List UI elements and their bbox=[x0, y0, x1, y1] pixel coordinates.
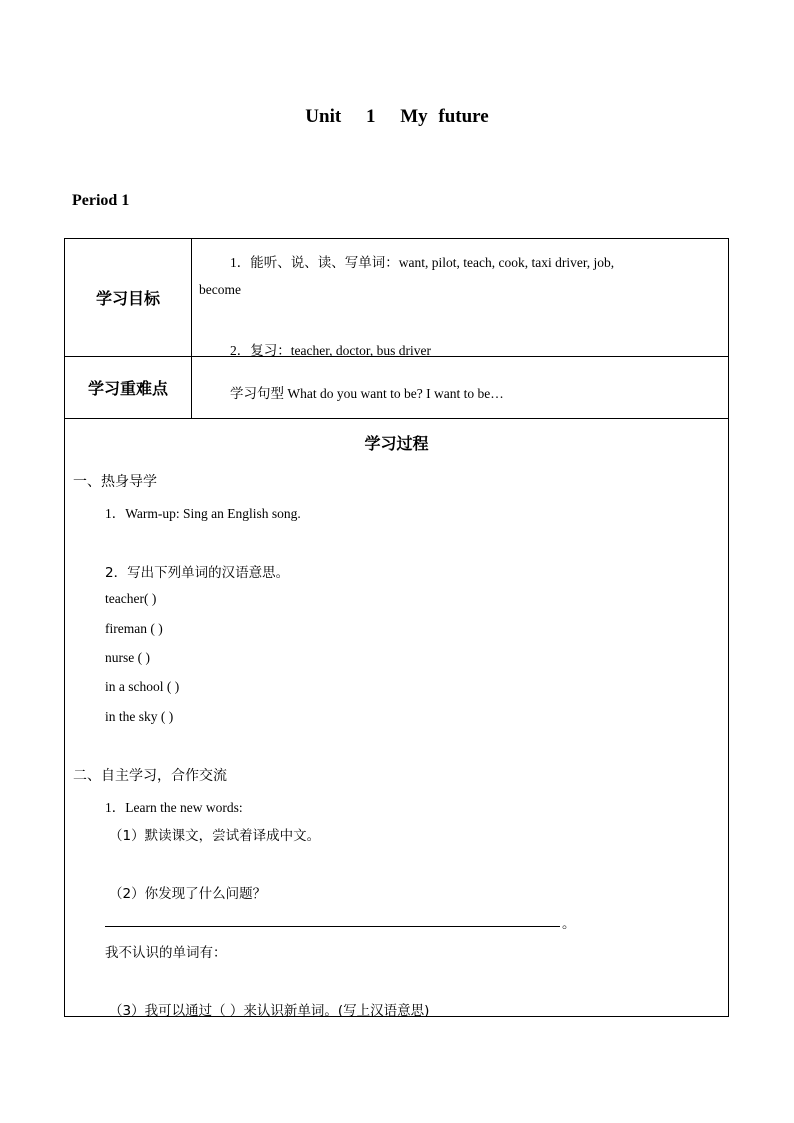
vocab-item: in the sky ( ) bbox=[105, 709, 174, 724]
objectives-row bbox=[65, 239, 728, 357]
key-points-text bbox=[230, 382, 504, 402]
question-2: （2）你发现了什么问题？ bbox=[109, 886, 267, 902]
objectives-content bbox=[192, 239, 728, 359]
objective-1-words-cont: become bbox=[199, 282, 241, 297]
key-points-label: 学习重难点 bbox=[65, 356, 192, 418]
lesson-table bbox=[64, 238, 729, 1017]
answer-line bbox=[105, 926, 560, 927]
section-2-heading: 二、自主学习，合作交流 bbox=[73, 768, 227, 784]
objectives-label: 学习目标 bbox=[65, 239, 192, 356]
warm-up-item: 1．Warm-up: Sing an English song. bbox=[105, 506, 301, 521]
objective-1-words: want, pilot, teach, cook, taxi driver, job, bbox=[398, 255, 615, 270]
key-points-english: What do you want to be? I want to be… bbox=[284, 386, 504, 401]
objective-2-words: teacher, doctor, bus driver bbox=[290, 343, 431, 358]
answer-line-end: 。 bbox=[562, 916, 576, 932]
objective-2-chinese: 复习： bbox=[250, 343, 291, 359]
objective-item-1 bbox=[230, 251, 614, 271]
key-points-row bbox=[65, 356, 728, 419]
objective-2-number: 2． bbox=[230, 343, 251, 358]
vocab-item: teacher( ) bbox=[105, 591, 157, 606]
vocab-item: in a school ( ) bbox=[105, 679, 180, 694]
process-title: 学习过程 bbox=[364, 434, 429, 453]
title-number: 1 bbox=[365, 106, 376, 127]
objective-1-number: 1． bbox=[230, 255, 251, 270]
page-title bbox=[0, 106, 794, 128]
vocab-item: fireman ( ) bbox=[105, 621, 163, 636]
title-unit: Unit bbox=[305, 106, 342, 127]
key-points-content bbox=[192, 356, 728, 418]
section-1-heading: 一、热身导学 bbox=[73, 474, 157, 490]
question-1: （1）默读课文，尝试着译成中文。 bbox=[109, 828, 321, 844]
period-heading: Period 1 bbox=[72, 192, 130, 209]
key-points-chinese: 学习句型 bbox=[230, 386, 284, 402]
learn-words-item: 1．Learn the new words: bbox=[105, 800, 243, 815]
vocab-item: nurse ( ) bbox=[105, 650, 150, 665]
translate-instruction: 2．写出下列单词的汉语意思。 bbox=[105, 565, 290, 581]
unknown-words-prompt: 我不认识的单词有： bbox=[105, 945, 227, 961]
process-section bbox=[65, 419, 728, 1019]
question-3: （3）我可以通过（ ）来认识新单词。(写上汉语意思) bbox=[109, 1003, 430, 1019]
objective-1-chinese: 能听、说、读、写单词： bbox=[250, 255, 399, 271]
title-name: My future bbox=[400, 106, 489, 127]
